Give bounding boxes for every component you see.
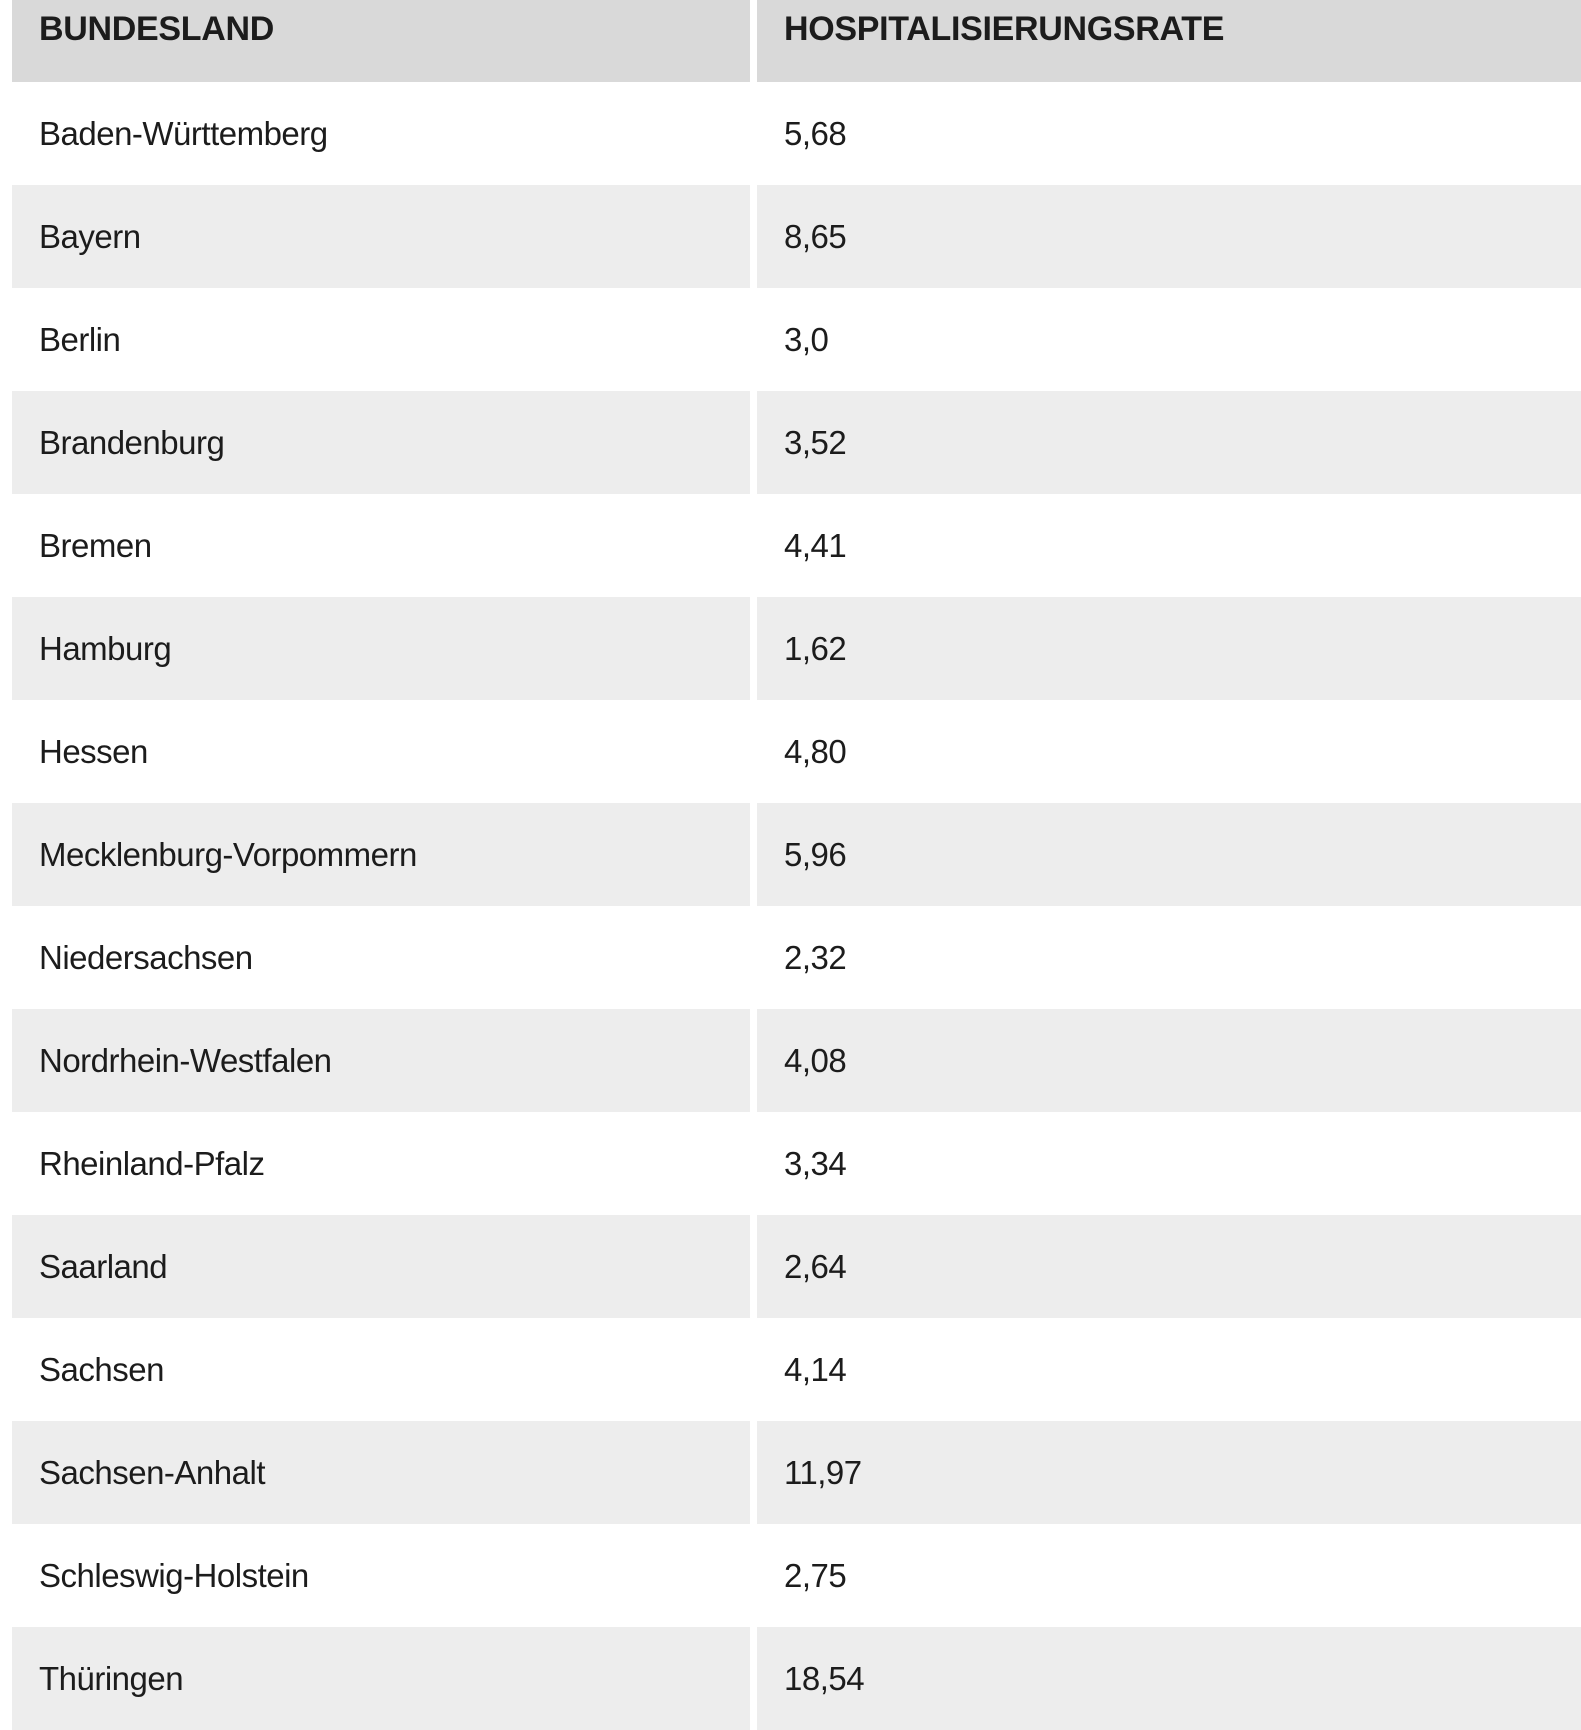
rate-cell: 2,75 (784, 1556, 847, 1594)
rate-cell: 18,54 (757, 1627, 1581, 1730)
rate-cell: 4,08 (757, 1009, 1581, 1112)
rate-cell: 1,62 (757, 597, 1581, 700)
table-row (12, 1524, 1581, 1627)
table-row (12, 1627, 1581, 1730)
bundesland-cell: Saarland (12, 1215, 750, 1318)
rate-cell: 8,65 (757, 185, 1581, 288)
table-row (12, 391, 1581, 494)
bundesland-cell: Niedersachsen (39, 938, 253, 976)
bundesland-cell: Hamburg (12, 597, 750, 700)
bundesland-cell: Hessen (39, 732, 148, 770)
table-row (12, 1421, 1581, 1524)
column-header-bundesland: BUNDESLAND (12, 0, 750, 82)
table-row (12, 1009, 1581, 1112)
bundesland-cell: Sachsen-Anhalt (12, 1421, 750, 1524)
rate-cell: 5,68 (784, 114, 847, 152)
rate-cell: 5,96 (757, 803, 1581, 906)
rate-cell: 4,41 (784, 526, 847, 564)
bundesland-cell: Baden-Württemberg (39, 114, 328, 152)
table-row (12, 906, 1581, 1009)
data-table (12, 0, 1581, 1730)
table-row (12, 494, 1581, 597)
rate-cell: 3,34 (784, 1144, 847, 1182)
table-row (12, 288, 1581, 391)
bundesland-cell: Brandenburg (12, 391, 750, 494)
bundesland-cell: Schleswig-Holstein (39, 1556, 309, 1594)
bundesland-cell: Nordrhein-Westfalen (12, 1009, 750, 1112)
bundesland-cell: Bayern (12, 185, 750, 288)
table-row (12, 1112, 1581, 1215)
rate-cell: 3,52 (757, 391, 1581, 494)
column-header-hospitalisierungsrate: HOSPITALISIERUNGSRATE (757, 0, 1581, 82)
bundesland-cell: Thüringen (12, 1627, 750, 1730)
rate-cell: 11,97 (757, 1421, 1581, 1524)
table-row (12, 597, 1581, 700)
bundesland-cell: Bremen (39, 526, 152, 564)
table-row (12, 1215, 1581, 1318)
table-row (12, 700, 1581, 803)
table-row (12, 82, 1581, 185)
table-row (12, 803, 1581, 906)
rate-cell: 2,32 (784, 938, 847, 976)
table-header-row (12, 0, 1581, 82)
table-row (12, 1318, 1581, 1421)
bundesland-cell: Mecklenburg-Vorpommern (12, 803, 750, 906)
bundesland-cell: Berlin (39, 320, 121, 358)
rate-cell: 2,64 (757, 1215, 1581, 1318)
bundesland-cell: Sachsen (39, 1350, 164, 1388)
rate-cell: 4,14 (784, 1350, 847, 1388)
rate-cell: 3,0 (784, 320, 829, 358)
table-row (12, 185, 1581, 288)
bundesland-cell: Rheinland-Pfalz (39, 1144, 265, 1182)
rate-cell: 4,80 (784, 732, 847, 770)
